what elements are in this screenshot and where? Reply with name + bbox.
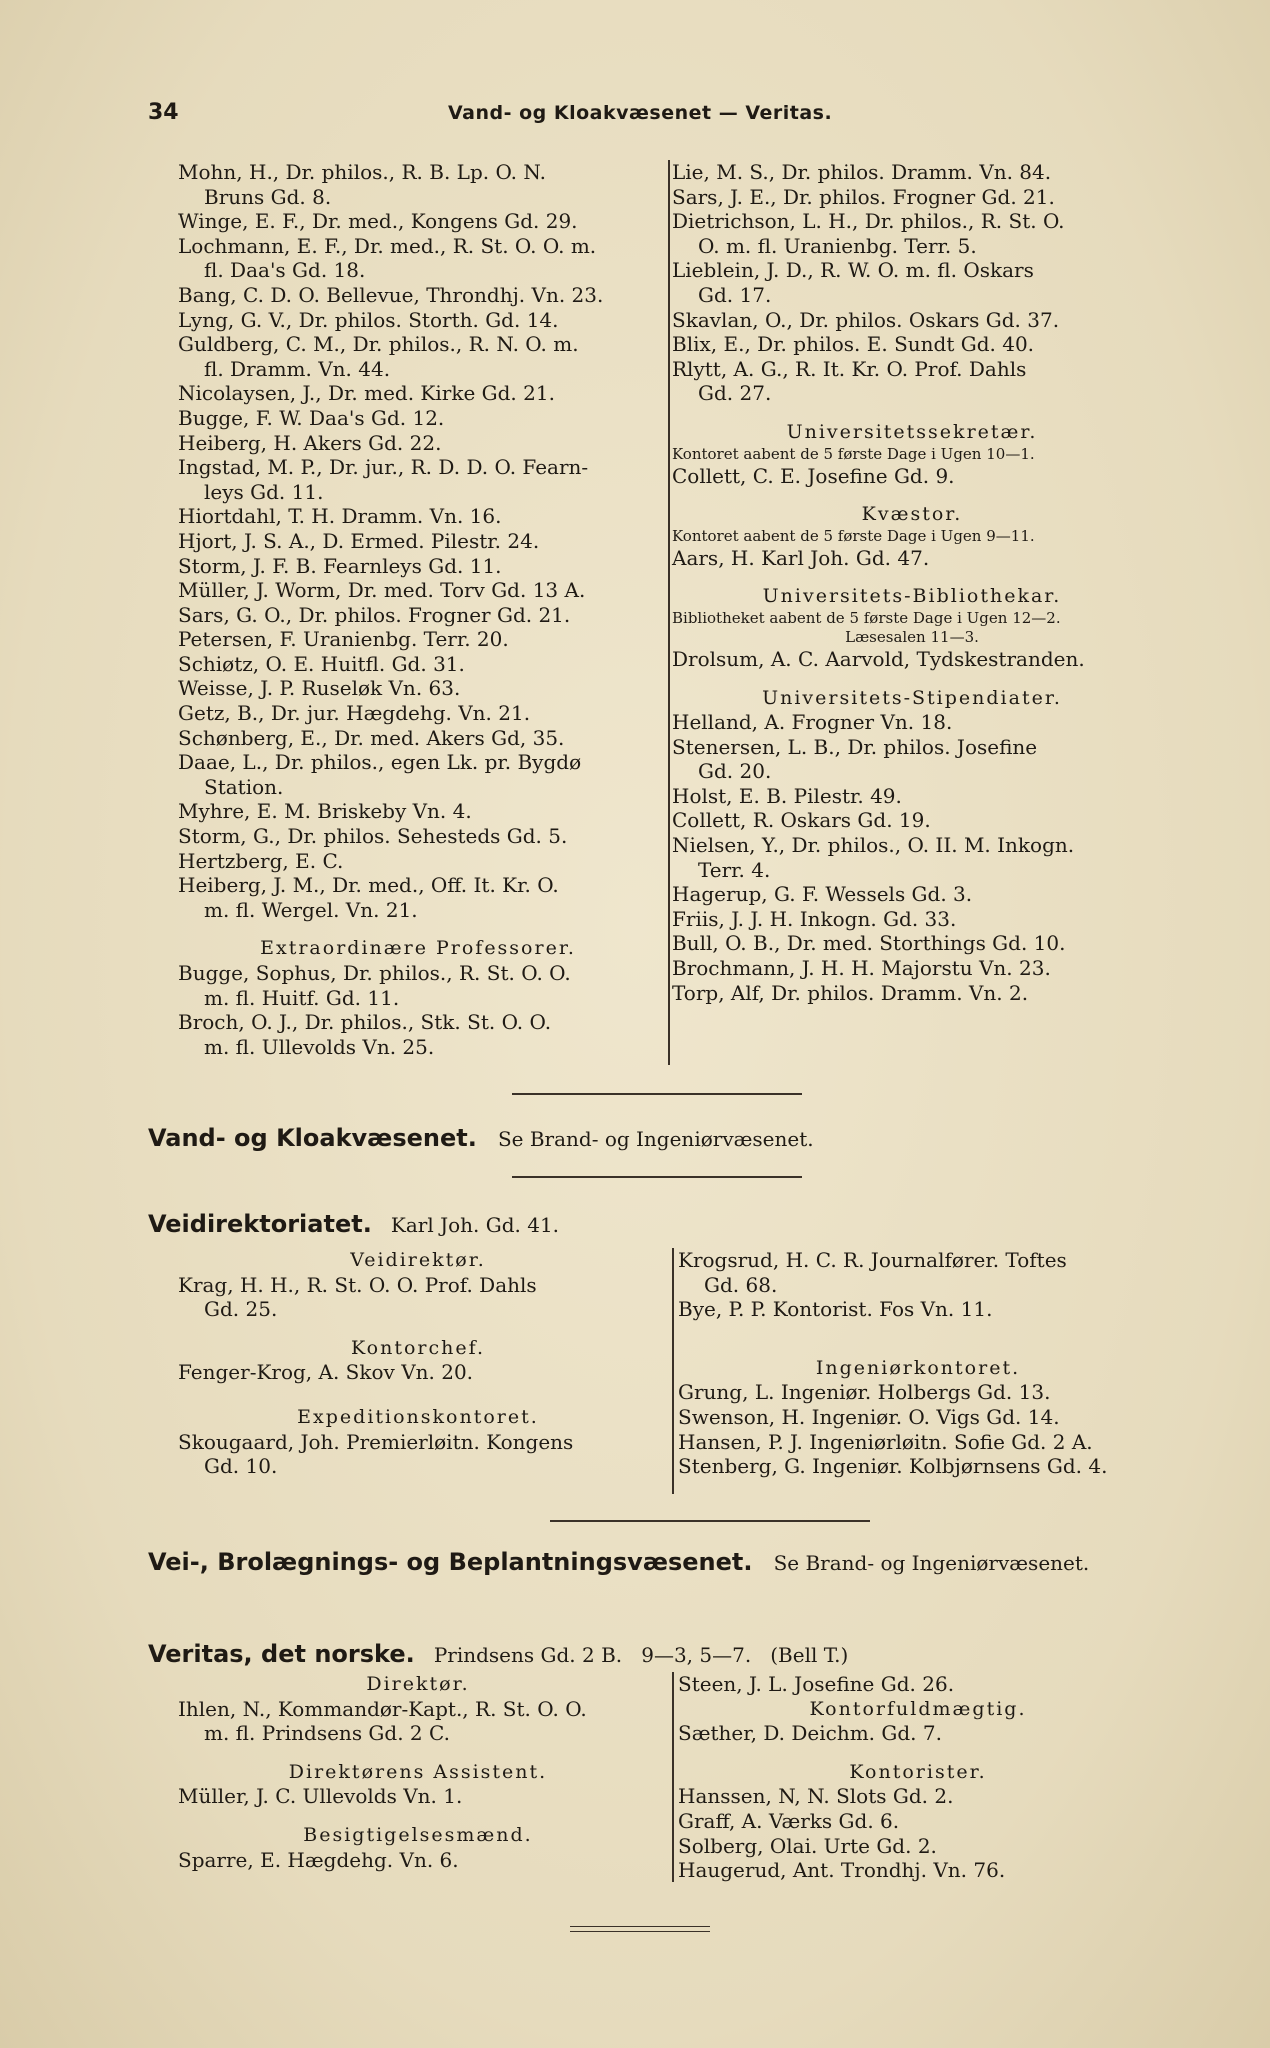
directory-entry: Swenson, H. Ingeniør. O. Vigs Gd. 14.	[678, 1404, 1060, 1429]
veritas-left	[178, 1672, 658, 1872]
entry-continuation: Gd. 17.	[698, 282, 772, 307]
vei-section	[148, 1548, 1089, 1576]
kvaestor-heading: Kvæstor.	[861, 503, 963, 526]
cross-reference: Se Brand- og Ingeniørvæsenet.	[497, 1127, 814, 1151]
directory-entry: Dietrichson, L. H., Dr. philos., R. St. O.	[672, 209, 1065, 234]
directory-entry: Storm, G., Dr. philos. Sehesteds Gd. 5.	[178, 824, 568, 849]
directory-entry: Torp, Alf, Dr. philos. Dramm. Vn. 2.	[672, 980, 1029, 1005]
directory-entry: Graff, A. Værks Gd. 6.	[678, 1808, 900, 1833]
entry-continuation: leys Gd. 11.	[204, 479, 324, 504]
section-rule	[512, 1093, 802, 1095]
directory-entry: Nicolaysen, J., Dr. med. Kirke Gd. 21.	[178, 381, 555, 406]
veidir-left	[178, 1248, 658, 1479]
entry-continuation: Gd. 68.	[704, 1272, 778, 1297]
directory-entry: Müller, J. Worm, Dr. med. Torv Gd. 13 A.	[178, 578, 586, 603]
directory-entry: Daae, L., Dr. philos., egen Lk. pr. Bygdø	[178, 750, 582, 775]
section-title: Veritas, det norske.	[148, 1640, 415, 1668]
directory-entry: Blix, E., Dr. philos. E. Sundt Gd. 40.	[672, 332, 1035, 357]
directory-entry: Brochmann, J. H. H. Majorstu Vn. 23.	[672, 956, 1051, 981]
page-number: 34	[148, 100, 179, 125]
directory-entry: Krogsrud, H. C. R. Journalfører. Toftes	[678, 1248, 1067, 1272]
entry-continuation: Station.	[204, 774, 284, 799]
univ-stipendiates-heading: Universitets-Stipendiater.	[762, 686, 1062, 709]
veidir-right	[678, 1248, 1158, 1479]
end-rule	[570, 1926, 710, 1932]
directory-entry: Sparre, E. Hægdehg. Vn. 6.	[178, 1847, 459, 1872]
assistant-heading: Direktørens Assistent.	[288, 1760, 548, 1783]
directory-entry: Lochmann, E. F., Dr. med., R. St. O. O. m.	[178, 233, 597, 258]
directory-entry: Sæther, D. Deichm. Gd. 7.	[678, 1721, 942, 1746]
entry-continuation: m. fl. Huitf. Gd. 11.	[204, 985, 400, 1010]
entry-continuation: Gd. 20.	[698, 759, 772, 784]
directory-entry: Lie, M. S., Dr. philos. Dramm. Vn. 84.	[672, 160, 1052, 184]
cross-reference: Se Brand- og Ingeniørvæsenet.	[773, 1551, 1090, 1575]
directory-entry: Stenersen, L. B., Dr. philos. Josefine	[672, 734, 1038, 759]
directory-entry: Storm, J. F. B. Fearnleys Gd. 11.	[178, 553, 502, 578]
veidir-section-title	[148, 1210, 559, 1238]
extra-professors-heading: Extraordinære Professorer.	[260, 937, 576, 960]
directory-entry: Ingstad, M. P., Dr. jur., R. D. D. O. Fearn-	[178, 455, 589, 480]
vand-section	[148, 1124, 814, 1152]
directory-entry: Aars, H. Karl Joh. Gd. 47.	[672, 545, 930, 570]
professor-list-right	[672, 160, 1152, 1005]
directory-entry: Winge, E. F., Dr. med., Kongens Gd. 29.	[178, 209, 578, 234]
directory-entry: Schiøtz, O. E. Huitfl. Gd. 31.	[178, 651, 465, 676]
directory-entry: Heiberg, H. Akers Gd. 22.	[178, 430, 442, 455]
directory-entry: Hertzberg, E. C.	[178, 848, 344, 873]
directory-entry: Solberg, Olai. Urte Gd. 2.	[678, 1833, 937, 1858]
entry-continuation: Bruns Gd. 8.	[204, 184, 332, 209]
directory-entry: Sars, J. E., Dr. philos. Frogner Gd. 21.	[672, 184, 1055, 209]
directory-entry: Skavlan, O., Dr. philos. Oskars Gd. 37.	[672, 307, 1060, 332]
directory-entry: Ihlen, N., Kommandør-Kapt., R. St. O. O.	[178, 1696, 587, 1721]
entry-continuation: Gd. 25.	[204, 1297, 278, 1322]
directory-entry: Skougaard, Joh. Premierløitn. Kongens	[178, 1429, 574, 1454]
entry-continuation: m. fl. Prindsens Gd. 2 C.	[204, 1721, 450, 1746]
kontorchef-heading: Kontorchef.	[350, 1336, 486, 1359]
univ-secretary-heading: Universitetssekretær.	[786, 420, 1038, 443]
veidirektor-heading: Veidirektør.	[350, 1249, 486, 1271]
directory-entry: Rlytt, A. G., R. It. Kr. O. Prof. Dahls	[672, 356, 1027, 381]
entry-continuation: m. fl. Wergel. Vn. 21.	[204, 897, 418, 922]
directory-entry: Müller, J. C. Ullevolds Vn. 1.	[178, 1784, 463, 1809]
section-rule	[550, 1520, 870, 1522]
directory-entry: Hjort, J. S. A., D. Ermed. Pilestr. 24.	[178, 528, 540, 553]
section-title: Veidirektoriatet.	[148, 1210, 372, 1238]
directory-entry: Broch, O. J., Dr. philos., Stk. St. O. O.	[178, 1010, 552, 1035]
professor-list-left	[178, 160, 658, 1059]
directory-entry: Getz, B., Dr. jur. Hægdehg. Vn. 21.	[178, 701, 531, 726]
directory-entry: Bull, O. B., Dr. med. Storthings Gd. 10.	[672, 931, 1066, 956]
surveyors-heading: Besigtigelsesmænd.	[303, 1823, 533, 1846]
section-rule	[512, 1176, 802, 1178]
column-divider	[668, 160, 670, 1065]
directory-entry: Bang, C. D. O. Bellevue, Throndhj. Vn. 23.	[178, 282, 604, 307]
directory-entry: Myhre, E. M. Briskeby Vn. 4.	[178, 799, 472, 824]
veritas-right	[678, 1672, 1158, 1883]
entry-continuation: Gd. 10.	[204, 1454, 278, 1479]
directory-entry: Mohn, H., Dr. philos., R. B. Lp. O. N.	[178, 160, 546, 184]
directory-entry: Schønberg, E., Dr. med. Akers Gd, 35.	[178, 725, 565, 750]
directory-entry: Fenger-Krog, A. Skov Vn. 20.	[178, 1360, 474, 1385]
directory-entry: Hagerup, G. F. Wessels Gd. 3.	[672, 882, 973, 907]
veritas-section-title	[148, 1640, 848, 1668]
directory-entry: Krag, H. H., R. St. O. O. Prof. Dahls	[178, 1272, 537, 1297]
section-address: Karl Joh. Gd. 41.	[390, 1213, 560, 1237]
directory-entry: Friis, J. J. H. Inkogn. Gd. 33.	[672, 906, 957, 931]
directory-entry: Heiberg, J. M., Dr. med., Off. It. Kr. O.	[178, 873, 559, 898]
directory-entry: Hanssen, N, N. Slots Gd. 2.	[678, 1784, 954, 1809]
directory-entry: Drolsum, A. C. Aarvold, Tydskestranden.	[672, 646, 1085, 671]
entry-continuation: Terr. 4.	[698, 857, 771, 882]
entry-continuation: fl. Dramm. Vn. 44.	[204, 356, 391, 381]
directory-entry: Bugge, F. W. Daa's Gd. 12.	[178, 405, 445, 430]
directory-entry: Bugge, Sophus, Dr. philos., R. St. O. O.	[178, 961, 571, 985]
directory-entry: Haugerud, Ant. Trondhj. Vn. 76.	[678, 1858, 1006, 1883]
kontorister-heading: Kontorister.	[849, 1760, 987, 1783]
column-divider	[672, 1672, 674, 1882]
directory-entry: Petersen, F. Uranienbg. Terr. 20.	[178, 627, 509, 652]
reading-room-hours-note: Læsesalen 11—3.	[845, 627, 979, 646]
running-header	[148, 100, 1108, 130]
engineering-office-heading: Ingeniørkontoret.	[815, 1356, 1021, 1379]
directory-entry: Collett, R. Oskars Gd. 19.	[672, 808, 931, 833]
directory-entry: Nielsen, Y., Dr. philos., O. II. M. Inkogn.	[672, 833, 1075, 858]
running-title: Vand- og Kloakvæsenet — Veritas.	[448, 102, 833, 124]
directory-entry: Holst, E. B. Pilestr. 49.	[672, 783, 902, 808]
directory-entry: Lyng, G. V., Dr. philos. Storth. Gd. 14.	[178, 307, 559, 332]
direktor-heading: Direktør.	[366, 1673, 470, 1695]
entry-continuation: fl. Daa's Gd. 18.	[204, 258, 366, 283]
directory-entry: Weisse, J. P. Ruseløk Vn. 63.	[178, 676, 461, 701]
library-hours-note: Bibliotheket aabent de 5 første Dage i Ugen 12—2.	[672, 608, 1061, 627]
directory-entry: Steen, J. L. Josefine Gd. 26.	[678, 1672, 955, 1696]
entry-continuation: m. fl. Ullevolds Vn. 25.	[204, 1034, 435, 1059]
directory-entry: Stenberg, G. Ingeniør. Kolbjørnsens Gd. 4.	[678, 1454, 1108, 1479]
office-hours-note: Kontoret aabent de 5 første Dage i Ugen 9—11.	[672, 526, 1035, 545]
directory-entry: Sars, G. O., Dr. philos. Frogner Gd. 21.	[178, 602, 571, 627]
column-divider	[672, 1248, 674, 1494]
section-title: Vand- og Kloakvæsenet.	[148, 1124, 477, 1152]
directory-entry: Collett, C. E. Josefine Gd. 9.	[672, 463, 955, 488]
directory-entry: Grung, L. Ingeniør. Holbergs Gd. 13.	[678, 1380, 1051, 1405]
directory-entry: Lieblein, J. D., R. W. O. m. fl. Oskars	[672, 258, 1034, 283]
entry-continuation: O. m. fl. Uranienbg. Terr. 5.	[698, 233, 977, 258]
kontorfuldmaegtig-heading: Kontorfuldmægtig.	[809, 1697, 1027, 1720]
univ-librarian-heading: Universitets-Bibliothekar.	[762, 585, 1062, 608]
expedition-heading: Expeditionskontoret.	[297, 1405, 539, 1428]
office-hours-note: Kontoret aabent de 5 første Dage i Ugen 10—1.	[672, 444, 1035, 463]
section-title: Vei-, Brolægnings- og Beplantningsvæsenet.	[148, 1548, 753, 1576]
directory-entry: Helland, A. Frogner Vn. 18.	[672, 710, 953, 735]
entry-continuation: Gd. 27.	[698, 381, 772, 406]
directory-entry: Hansen, P. J. Ingeniørløitn. Sofie Gd. 2 A.	[678, 1429, 1093, 1454]
directory-entry: Guldberg, C. M., Dr. philos., R. N. O. m.	[178, 332, 579, 357]
directory-entry: Bye, P. P. Kontorist. Fos Vn. 11.	[678, 1297, 993, 1322]
directory-entry: Hiortdahl, T. H. Dramm. Vn. 16.	[178, 504, 502, 529]
section-address: Prindsens Gd. 2 B. 9—3, 5—7. (Bell T.)	[433, 1643, 849, 1667]
